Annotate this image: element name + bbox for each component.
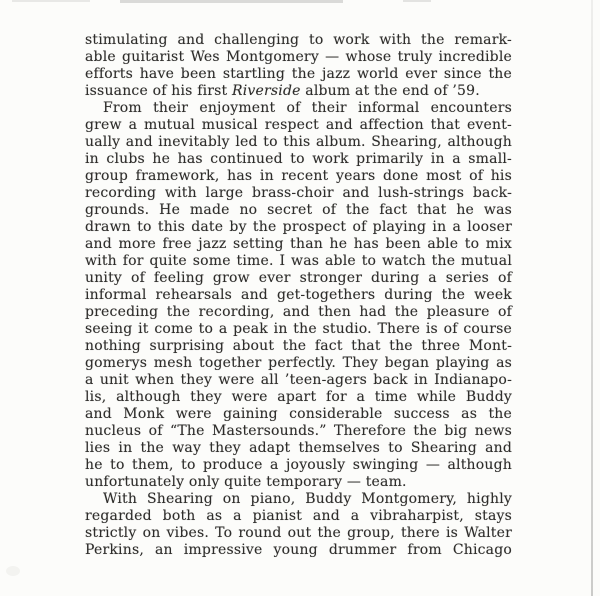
text-line: [85, 440, 512, 457]
text-line: [85, 236, 512, 253]
text-line: [85, 406, 512, 423]
text-segment: Perkins, an impressive young drummer from Chicago: [85, 542, 512, 558]
text-line: [85, 219, 512, 236]
text-line: [85, 270, 512, 287]
text-segment: nothing surprising about the fact that the three Mont-: [85, 338, 512, 354]
text-segment: From their enjoyment of their informal encounters: [103, 100, 512, 116]
text-segment: With Shearing on piano, Buddy Montgomery, highly: [103, 491, 512, 507]
text-line: [85, 253, 512, 270]
text-line: [85, 287, 512, 304]
text-segment: ually and inevitably led to this album. Shearing, although: [85, 134, 512, 150]
text-segment: in clubs he has continued to work primarily in a small-: [85, 151, 512, 167]
liner-notes-text: [85, 32, 512, 559]
paragraph: [85, 491, 512, 559]
italic-album-name: Riverside: [232, 83, 301, 99]
text-segment: he to them, to produce a joyously swinging — although: [85, 457, 512, 473]
text-segment: grew a mutual musical respect and affection that event-: [85, 117, 512, 133]
paragraph: [85, 100, 512, 491]
text-segment: unity of feeling grow ever stronger during a series of: [85, 270, 512, 286]
text-line: [85, 49, 512, 66]
text-segment: strictly on vibes. To round out the group, there is Walter: [85, 525, 512, 541]
scan-edge-mark: [12, 0, 90, 2]
text-line: [85, 355, 512, 372]
text-line: [85, 474, 512, 491]
text-segment: drawn to this date by the prospect of playing in a looser: [85, 219, 512, 235]
text-line: [85, 151, 512, 168]
text-line: [85, 168, 512, 185]
text-line: [85, 304, 512, 321]
text-line: [85, 542, 512, 559]
scan-edge-mark: [403, 0, 431, 2]
text-line: [85, 117, 512, 134]
text-segment: unfortunately only quite temporary — team.: [85, 474, 407, 490]
text-segment: grounds. He made no secret of the fact that he was: [85, 202, 512, 218]
text-line: [85, 185, 512, 202]
text-segment: preceding the recording, and then had the pleasure of: [85, 304, 512, 320]
text-line: [85, 83, 512, 100]
text-line: [85, 525, 512, 542]
scan-edge-mark: [120, 0, 343, 3]
text-line: [85, 338, 512, 355]
text-line: [85, 389, 512, 406]
text-segment: and more free jazz setting than he has been able to mix: [85, 236, 512, 252]
text-segment: lies in the way they adapt themselves to Shearing and: [85, 440, 512, 456]
text-line: [85, 32, 512, 49]
text-line: [85, 423, 512, 440]
text-line: [85, 372, 512, 389]
text-line: [85, 508, 512, 525]
paragraph: [85, 32, 512, 100]
text-segment: informal rehearsals and get-togethers during the week: [85, 287, 512, 303]
text-segment: efforts have been startling the jazz world ever since the: [85, 66, 512, 82]
text-line: [85, 66, 512, 83]
text-line: [85, 100, 512, 117]
text-line: [85, 321, 512, 338]
text-line: [85, 202, 512, 219]
text-segment: group framework, has in recent years done most of his: [85, 168, 512, 184]
text-segment: with for quite some time. I was able to watch the mutual: [85, 253, 512, 269]
text-segment: seeing it come to a peak in the studio. There is of course: [85, 321, 512, 337]
text-segment: a unit when they were all ’teen-agers back in Indianapo-: [85, 372, 512, 388]
scan-smudge: [6, 566, 20, 576]
text-segment: lis, although they were apart for a time while Buddy: [85, 389, 512, 405]
text-segment: able guitarist Wes Montgomery — whose truly incredible: [85, 49, 512, 65]
text-segment: regarded both as a pianist and a vibraharpist, stays: [85, 508, 512, 524]
text-segment: gomerys mesh together perfectly. They began playing as: [85, 355, 512, 371]
text-segment: and Monk were gaining considerable success as the: [85, 406, 512, 422]
text-segment: album at the end of ’59.: [300, 83, 480, 99]
text-line: [85, 457, 512, 474]
text-segment: issuance of his first: [85, 83, 233, 99]
text-line: [85, 134, 512, 151]
page-fold-line: [591, 0, 593, 596]
text-line: [85, 491, 512, 508]
text-segment: nucleus of “The Mastersounds.” Therefore the big news: [85, 423, 512, 439]
text-segment: stimulating and challenging to work with the remark-: [85, 32, 512, 48]
text-segment: recording with large brass-choir and lush-strings back-: [85, 185, 512, 201]
